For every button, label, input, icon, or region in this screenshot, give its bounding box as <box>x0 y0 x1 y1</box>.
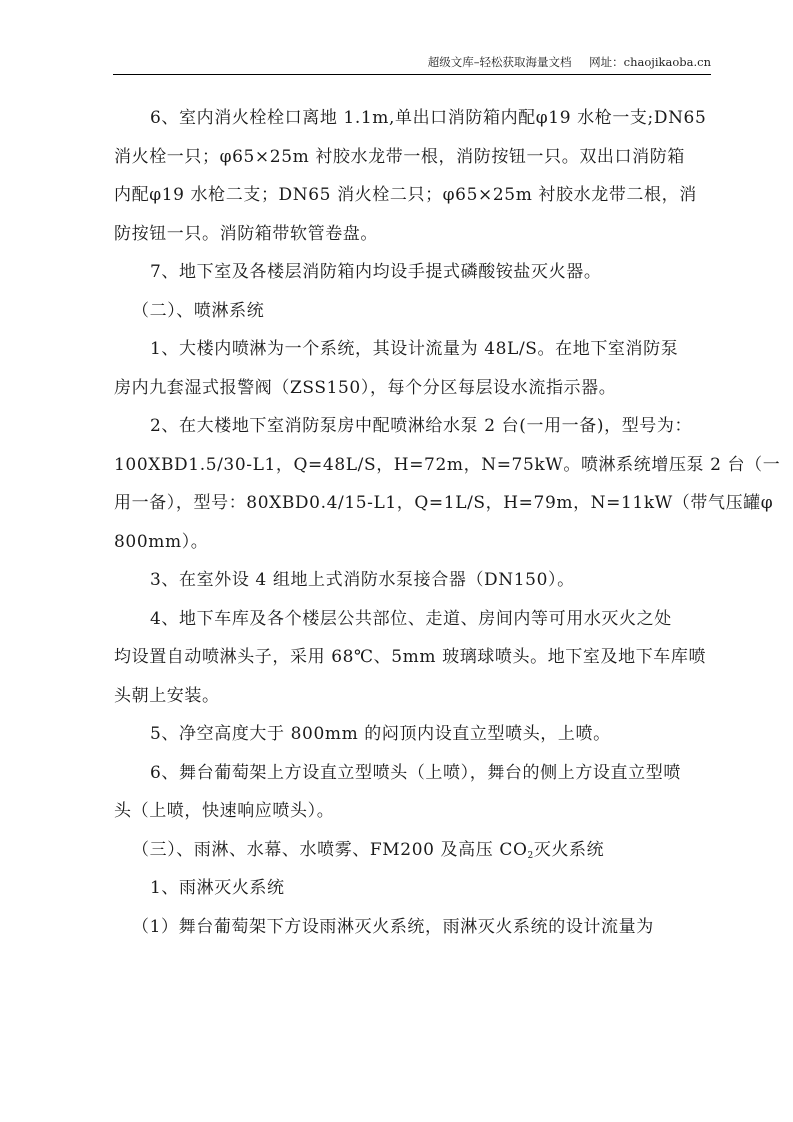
paragraph-line: 内配φ19 水枪二支；DN65 消火栓二只；φ65×25m 衬胶水龙带二根，消 <box>114 185 697 205</box>
section-heading: （二）、喷淋系统 <box>132 300 265 321</box>
heading-text: （三）、雨淋、水幕、水喷雾、FM200 及高压 CO <box>132 839 528 860</box>
paragraph-line: 6、室内消火栓栓口离地 1.1m,单出口消防箱内配φ19 水枪一支;DN65 <box>150 108 707 128</box>
section-heading <box>114 831 711 870</box>
paragraph-line: 3、在室外设 4 组地上式消防水泵接合器（DN150）。 <box>150 570 575 590</box>
paragraph-line: 防按钮一只。消防箱带软管卷盘。 <box>114 223 378 244</box>
paragraph-line: 头（上喷，快速响应喷头）。 <box>114 801 335 821</box>
paragraph-line: 800mm）。 <box>114 531 209 552</box>
paragraph-line: 4、地下车库及各个楼层公共部位、走道、房间内等可用水灭火之处 <box>150 608 672 629</box>
paragraph-line: （1）舞台葡萄架下方设雨淋灭火系统，雨淋灭火系统的设计流量为 <box>132 916 654 937</box>
paragraph-line: 消火栓一只；φ65×25m 衬胶水龙带一根，消防按钮一只。双出口消防箱 <box>114 146 685 167</box>
paragraph-line: 5、净空高度大于 800mm 的闷顶内设直立型喷头，上喷。 <box>150 724 611 744</box>
heading-text: 灭火系统 <box>533 839 605 860</box>
header-url: 网址：chaojikaoba.cn <box>589 55 711 69</box>
paragraph-line: 7、地下室及各楼层消防箱内均设手提式磷酸铵盐灭火器。 <box>150 262 602 282</box>
paragraph-line: 6、舞台葡萄架上方设直立型喷头（上喷），舞台的侧上方设直立型喷 <box>150 762 681 783</box>
paragraph-line: 房内九套湿式报警阀（ZSS150），每个分区每层设水流指示器。 <box>114 377 617 398</box>
paragraph-line: 100XBD1.5/30-L1，Q=48L/S，H=72m，N=75kW。喷淋系统增压泵 2 台（一 <box>114 454 781 475</box>
paragraph-line: 2、在大楼地下室消防泵房中配喷淋给水泵 2 台(一用一备)，型号为： <box>150 416 693 436</box>
paragraph-line: 均设置自动喷淋头子，采用 68℃、5mm 玻璃球喷头。地下室及地下车库喷 <box>114 647 707 667</box>
paragraph-line: 1、大楼内喷淋为一个系统，其设计流量为 48L/S。在地下室消防泵 <box>150 339 679 359</box>
header-site-name: 超级文库–轻松获取海量文档 <box>427 55 572 69</box>
document-body <box>114 99 781 946</box>
subscript: 2 <box>527 850 534 861</box>
page-header <box>113 52 711 75</box>
paragraph-line: 头朝上安装。 <box>114 685 220 706</box>
paragraph-line: 用一备），型号：80XBD0.4/15-L1，Q=1L/S，H=79m，N=11kW（带气压罐φ <box>114 493 774 513</box>
subsection-heading: 1、雨淋灭火系统 <box>150 878 285 898</box>
